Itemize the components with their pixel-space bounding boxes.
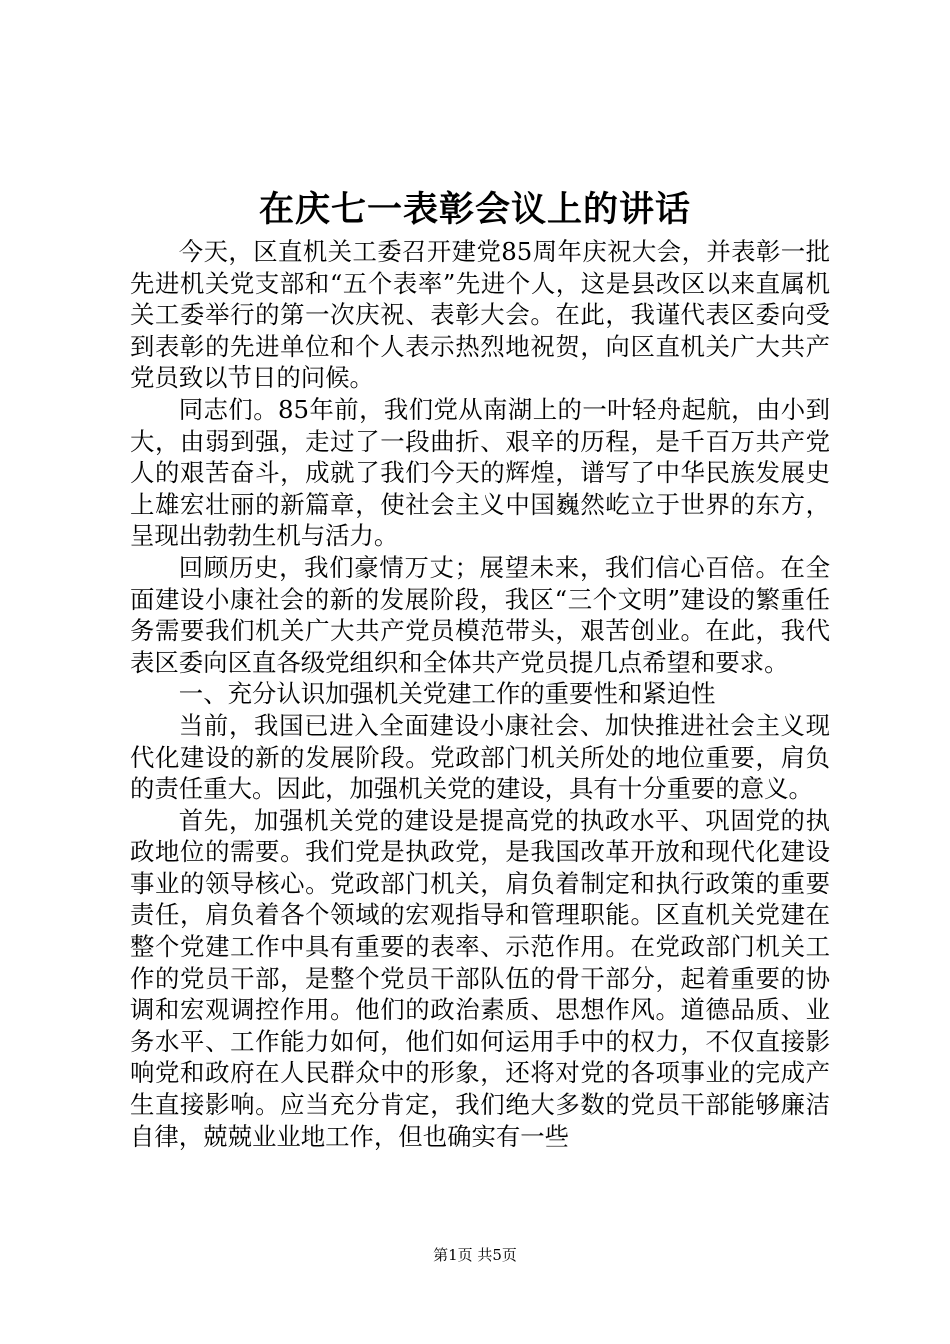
document-body <box>130 236 830 1152</box>
section-heading-1: 一、充分认识加强机关党建工作的重要性和紧迫性 <box>178 679 716 709</box>
paragraph-4: 当前，我国已进入全面建设小康社会、加快推进社会主义现代化建设的新的发展阶段。党政部门机关所处的地位重要，肩负的责任重大。因此，加强机关党的建设，具有十分重要的意义。 <box>130 710 830 804</box>
paragraph-5: 首先，加强机关党的建设是提高党的执政水平、巩固党的执政地位的需要。我们党是执政党，是我国改革开放和现代化建设事业的领导核心。党政部门机关，肩负着制定和执行政策的重要责任，肩负着各个领域的宏观指导和管理职能。区直机关党建在整个党建工作中具有重要的表率、示范作用。在党政部门机关工作的党员干部，是整个党员干部队伍的骨干部分，起着重要的协调和宏观调控作用。他们的政治素质、思想作风。道德品质、业务水平、工作能力如何，他们如何运用手中的权力，不仅直接影响党和政府在人民群众中的形象，还将对党的各项事业的完成产生直接影响。应当充分肯定，我们绝大多数的党员干部能够廉洁自律，兢兢业业地工作，但也确实有一些 <box>130 805 830 1151</box>
paragraph-3: 回顾历史，我们豪情万丈；展望未来，我们信心百倍。在全面建设小康社会的新的发展阶段，我区“三个文明”建设的繁重任务需要我们机关广大共产党员模范带头，艰苦创业。在此，我代表区委向区直各级党组织和全体共产党员提几点希望和要求。 <box>130 552 830 677</box>
page-footer: 第1页 共5页 <box>433 1246 517 1264</box>
paragraph-2: 同志们。85年前，我们党从南湖上的一叶轻舟起航，由小到大，由弱到强，走过了一段曲折、艰辛的历程，是千百万共产党人的艰苦奋斗，成就了我们今天的辉煌，谱写了中华民族发展史上雄宏壮丽的新篇章，使社会主义中国巍然屹立于世界的东方，呈现出勃勃生机与活力。 <box>130 394 830 551</box>
document-title: 在庆七一表彰会议上的讲话 <box>258 189 691 230</box>
paragraph-1: 今天，区直机关工委召开建党85周年庆祝大会，并表彰一批先进机关党支部和“五个表率”先进个人，这是县改区以来直属机关工委举行的第一次庆祝、表彰大会。在此，我谨代表区委向受到表彰的先进单位和个人表示热烈地祝贺，向区直机关广大共产党员致以节日的问候。 <box>130 237 830 393</box>
